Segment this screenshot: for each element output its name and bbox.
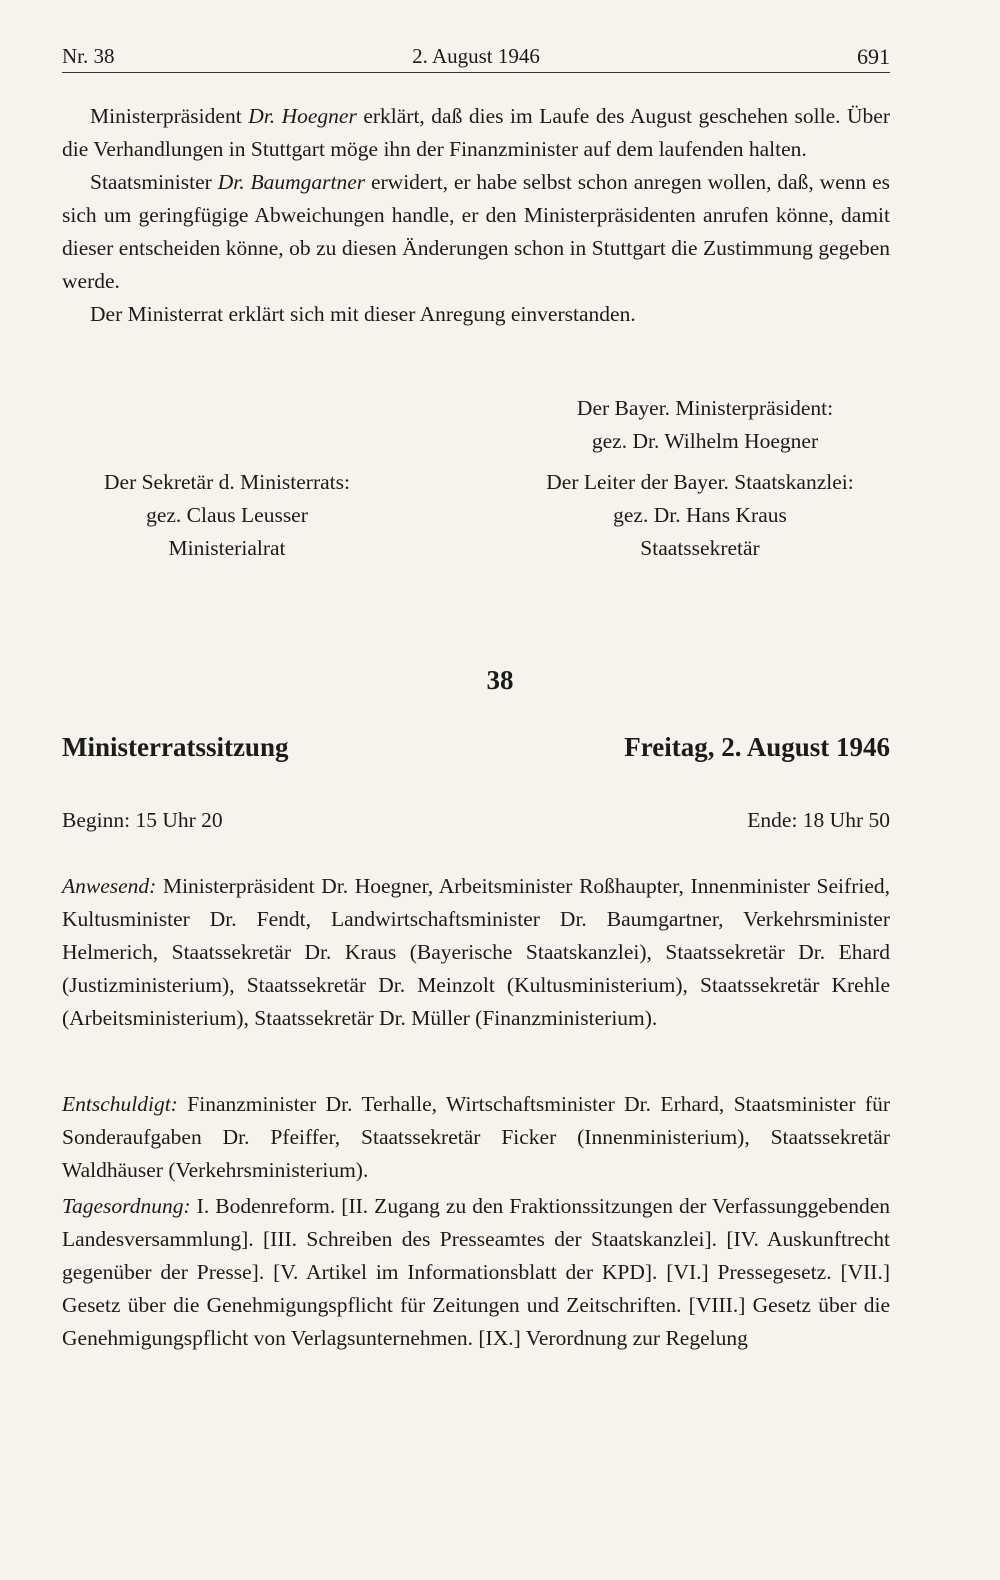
page-number: 691 (857, 44, 890, 69)
agenda-label: Tagesordnung: (62, 1194, 191, 1218)
present-label: Anwesend: (62, 874, 157, 898)
paragraph: Staatsminister Dr. Baumgartner erwidert, er habe selbst schon anregen wollen, daß, wenn es sich um geringfügige Abweichungen handle, er den Ministerpräsidenten anrufen könne, damit dieser entscheiden könne, ob zu diesen Änderungen schon in Stuttgart die Zustimmung gegeben werde. (62, 170, 891, 293)
excused-label: Entschuldigt: (62, 1092, 178, 1116)
chancellery-signature: Der Leiter der Bayer. Staatskanzlei: gez. Dr. Hans Kraus Staatssekretär (546, 470, 854, 560)
secretary-signature: Der Sekretär d. Ministerrats: gez. Claus Leusser Ministerialrat (104, 470, 350, 560)
header-date: 2. August 1946 (412, 44, 540, 68)
running-header (62, 44, 890, 74)
agenda: Tagesordnung: I. Bodenreform. [II. Zugang zu den Fraktionssitzungen der Verfassunggebenden Landesversammlung]. [III. Schreiben des Presseamtes der Staatskanzlei]. [IV. Auskunftrecht gegenüber der Presse]. [V. Artikel im Informationsblatt der KPD]. [VI.] Pressegesetz. [VII.] Gesetz über die Genehmigungspflicht für Zeitungen und Zeitschriften. [VIII.] Gesetz über die Genehmigungspflicht von Verlagsunternehmen. [IX.] Verordnung zur Regelung (62, 1194, 890, 1350)
president-signature: Der Bayer. Ministerpräsident: gez. Dr. Wilhelm Hoegner (576, 396, 834, 453)
person-name: Dr. Baumgartner (217, 170, 366, 194)
paragraph: Der Ministerrat erklärt sich mit dieser Anregung einverstanden. (90, 302, 636, 326)
session-title: Ministerratssitzung (62, 732, 289, 762)
header-rule (62, 72, 890, 73)
session-number: 38 (486, 665, 514, 695)
intro-text (62, 100, 890, 331)
paragraph: Ministerpräsident Dr. Hoegner erklärt, daß dies im Laufe des August geschehen solle. Über die Verhandlungen in Stuttgart möge ihn der Finanzminister auf dem laufenden halten. (62, 104, 890, 161)
person-name: Dr. Hoegner (248, 104, 357, 128)
session-date: Freitag, 2. August 1946 (624, 732, 890, 762)
attendance-excused: Entschuldigt: Finanzminister Dr. Terhalle, Wirtschaftsminister Dr. Erhard, Staatsminister für Sonderaufgaben Dr. Pfeiffer, Staatssekretär Ficker (Innenministerium), Staatssekretär Waldhäuser (Verkehrsministerium). (62, 1092, 890, 1182)
session-times (62, 808, 890, 838)
begin-time: Beginn: 15 Uhr 20 (62, 808, 223, 832)
issue-number: Nr. 38 (62, 44, 115, 68)
end-time: Ende: 18 Uhr 50 (747, 808, 890, 832)
attendance-present: Anwesend: Ministerpräsident Dr. Hoegner, Arbeitsminister Roßhaupter, Innenminister Seifried, Kultusminister Dr. Fendt, Landwirtschaftsminister Dr. Baumgartner, Verkehrsminister Helmerich, Staatssekretär Dr. Kraus (Bayerische Staatskanzlei), Staatssekretär Dr. Ehard (Justizministerium), Staatssekretär Dr. Meinzolt (Kultusministerium), Staatssekretär Krehle (Arbeitsministerium), Staatssekretär Dr. Müller (Finanzministerium). (62, 874, 890, 1030)
session-heading (62, 732, 890, 772)
